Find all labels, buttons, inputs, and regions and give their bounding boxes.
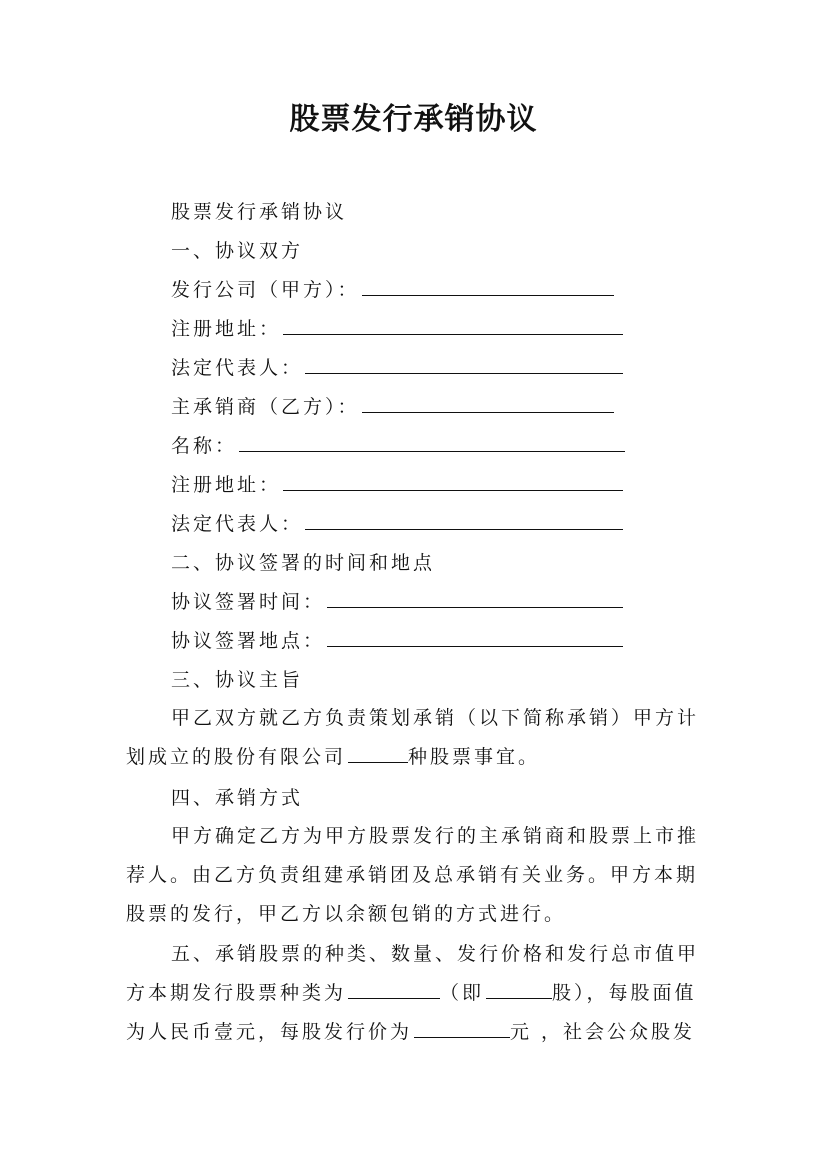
share-class-blank[interactable]	[486, 980, 552, 999]
issuer-blank[interactable]	[362, 277, 614, 296]
section-heading-signing: 二、协议签署的时间和地点	[171, 552, 436, 574]
issue-price-blank[interactable]	[414, 1019, 510, 1038]
purpose-text-1: 甲乙双方就乙方负责策划承销（以下简称承销）甲方计划成立的股份有限公司	[126, 707, 700, 768]
sign-time-blank[interactable]	[327, 589, 623, 608]
section-heading-method: 四、承销方式	[171, 787, 304, 809]
legal-rep-field-2	[171, 511, 623, 537]
name-label: 名称：	[171, 435, 238, 457]
lead-underwriter-blank[interactable]	[362, 394, 614, 413]
sign-place-field	[171, 628, 623, 654]
sign-place-blank[interactable]	[327, 628, 623, 647]
purpose-paragraph	[126, 699, 706, 777]
document-title: 股票发行承销协议	[289, 102, 538, 137]
section5-text-d: 元 ，社会公众股发	[510, 1021, 696, 1043]
legal-rep-blank[interactable]	[305, 355, 623, 374]
reg-address-field-2	[171, 472, 623, 498]
legal-rep-label-2: 法定代表人：	[171, 513, 304, 535]
reg-address-blank-2[interactable]	[283, 472, 623, 491]
section-heading-parties: 一、协议双方	[171, 240, 304, 262]
stock-type-blank[interactable]	[348, 744, 408, 763]
stock-kind-blank[interactable]	[348, 980, 440, 999]
section5-paragraph	[126, 935, 706, 1052]
section-heading-purpose: 三、协议主旨	[171, 669, 304, 691]
section5-text-a: 五、承销股票的种类、数量、发行价格和发行总市值甲方本期发行股票种类为	[126, 943, 700, 1004]
section5-text-b: （即	[440, 982, 485, 1004]
lead-underwriter-field	[171, 394, 614, 420]
reg-address-field	[171, 316, 623, 342]
legal-rep-label: 法定代表人：	[171, 357, 304, 379]
section5-text-c: 股），每股面值为人民币壹元，每股发行价为	[126, 982, 697, 1043]
legal-rep-field	[171, 355, 623, 381]
issuer-label: 发行公司（甲方）：	[171, 279, 360, 301]
reg-address-blank[interactable]	[283, 316, 623, 335]
reg-address-label-2: 注册地址：	[171, 474, 282, 496]
method-paragraph: 甲方确定乙方为甲方股票发行的主承销商和股票上市推荐人。由乙方负责组建承销团及总承销有关业务。甲方本期股票的发行，甲乙方以余额包销的方式进行。	[126, 825, 700, 925]
lead-underwriter-label: 主承销商（乙方）：	[171, 396, 360, 418]
name-blank[interactable]	[239, 433, 625, 452]
issuer-field	[171, 277, 614, 303]
subtitle: 股票发行承销协议	[171, 201, 348, 223]
legal-rep-blank-2[interactable]	[305, 511, 623, 530]
name-field	[171, 433, 625, 459]
sign-time-label: 协议签署时间：	[171, 591, 326, 613]
purpose-text-2: 种股票事宜。	[408, 746, 541, 768]
reg-address-label: 注册地址：	[171, 318, 282, 340]
sign-time-field	[171, 589, 623, 615]
sign-place-label: 协议签署地点：	[171, 630, 326, 652]
